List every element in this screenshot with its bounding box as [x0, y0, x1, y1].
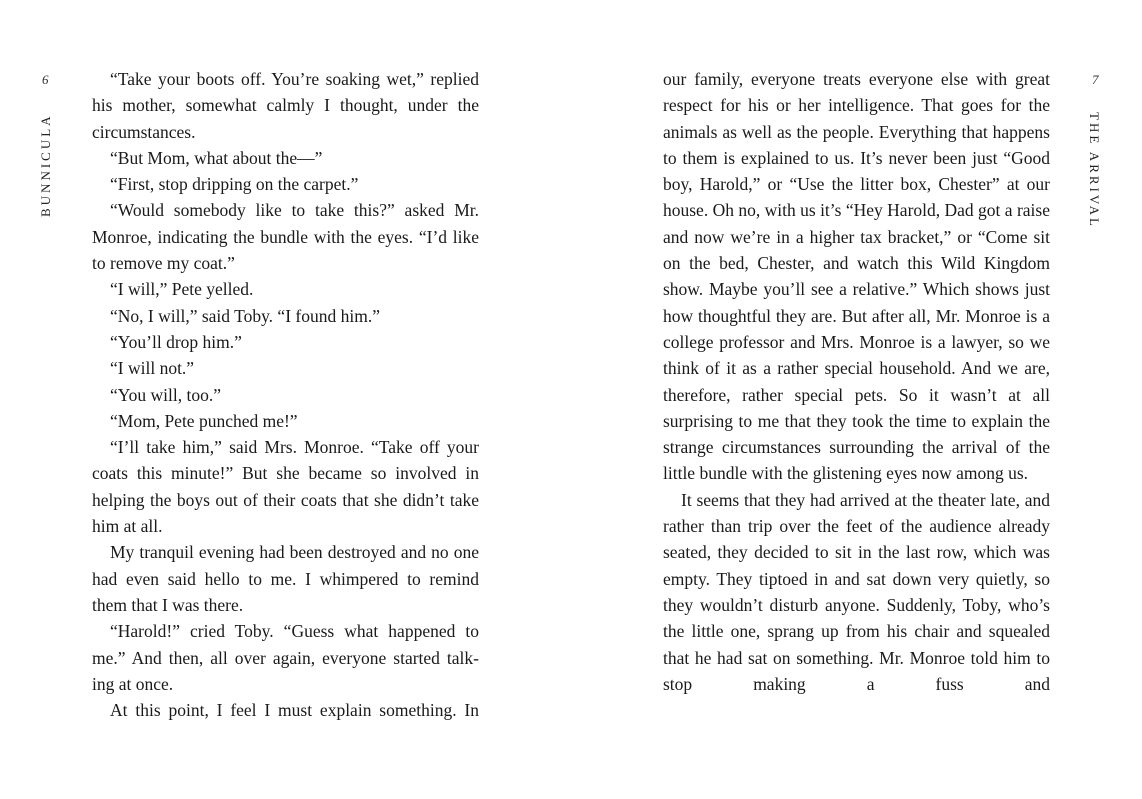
paragraph: “First, stop dripping on the carpet.” — [110, 174, 359, 195]
paragraph: It seems that they had arrived at the theater late, and rather than trip over the feet of the audience already seated, they decided to sit in the last row, which was empty. They tiptoed in and sat down very quietly, so they wouldn’t disturb anyone. Suddenly, Toby, who’s the little one, sprang up from his chair and squealed that he had sat on something. Mr. Monroe told him to stop making a fuss and — [663, 489, 1050, 694]
right-page-body — [663, 66, 1050, 697]
paragraph: “Harold!” cried Toby. “Guess what happened to me.” And then, all over again, everyone started talk-ing at once. — [92, 621, 479, 694]
paragraph: “I will,” Pete yelled. — [110, 279, 254, 300]
paragraph: “Take your boots off. You’re soaking wet,” replied his mother, somewhat calmly I thought, under the circumstances. — [92, 69, 479, 142]
paragraph: At this point, I feel I must explain something. In — [110, 700, 479, 721]
paragraph: “Would somebody like to take this?” asked Mr. Monroe, indicating the bundle with the eyes. “I’d like to remove my coat.” — [92, 200, 479, 274]
paragraph: “You will, too.” — [110, 384, 222, 405]
right-page-number: 7 — [1092, 72, 1099, 87]
right-running-head: THE ARRIVAL — [1087, 112, 1102, 229]
left-page-number: 6 — [42, 72, 49, 87]
paragraph: My tranquil evening had been destroyed and no one had even said hello to me. I whimpered to remind them that I was there. — [92, 542, 479, 615]
paragraph: “But Mom, what about the—” — [110, 147, 323, 168]
left-page-body — [92, 66, 479, 723]
paragraph: “I will not.” — [110, 358, 195, 379]
left-running-head: BUNNICULA — [38, 113, 53, 217]
paragraph: “I’ll take him,” said Mrs. Monroe. “Take off your coats this minute!” But she became so involved in helping the boys out of their coats that she didn’t take him at all. — [92, 437, 479, 537]
paragraph: our family, everyone treats everyone else with great respect for his or her intelligence. That goes for the animals as well as the people. Everything that happens to them is explained to us. It’s never been just “Good boy, Harold,” or “Use the litter box, Chester” at our house. Oh no, with us it’s “Hey Harold, Dad got a raise and now we’re in a higher tax bracket,” or “Come sit on the bed, Chester, and watch this Wild Kingdom show. Maybe you’ll see a relative.” Which shows just how thoughtful they are. But after all, Mr. Monroe is a college professor and Mrs. Monroe is a lawyer, so we think of it as a rather special household. And we are, therefore, rather special pets. So it wasn’t at all surprising to me that they took the time to explain the strange circumstances surrounding the arrival of the little bundle with the glistening eyes now among us. — [663, 69, 1050, 484]
paragraph: “No, I will,” said Toby. “I found him.” — [110, 305, 380, 326]
paragraph: “You’ll drop him.” — [110, 331, 242, 352]
paragraph: “Mom, Pete punched me!” — [110, 410, 298, 431]
